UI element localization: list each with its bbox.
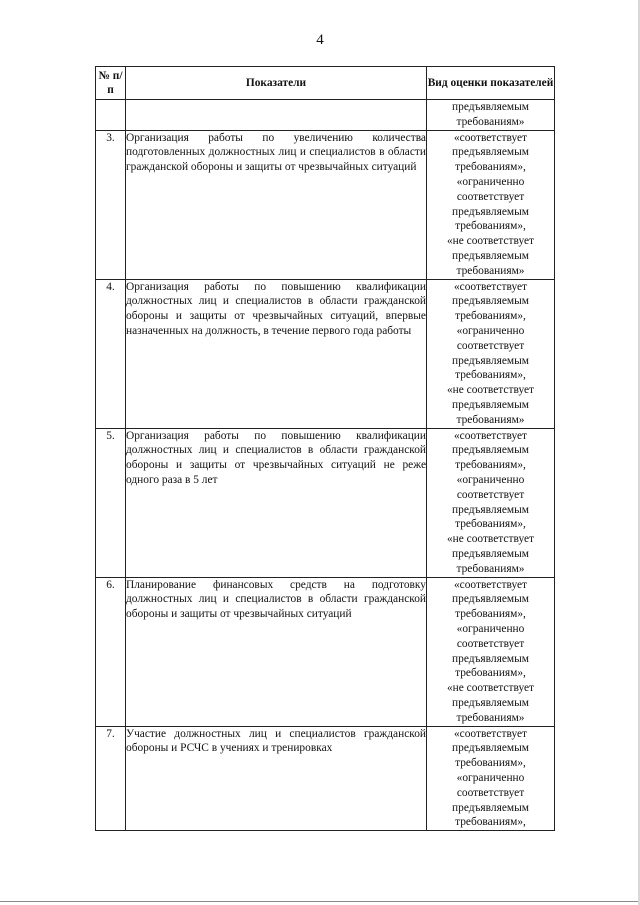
evaluation-line: «соответствует bbox=[453, 578, 528, 591]
evaluation-line: требованиям», bbox=[455, 369, 526, 382]
row-number: 5. bbox=[96, 428, 126, 577]
continuation-row bbox=[96, 100, 555, 131]
evaluation-line: «соответствует bbox=[453, 429, 528, 442]
evaluation-line: «ограниченно bbox=[456, 771, 525, 784]
evaluation-line: «ограниченно bbox=[456, 622, 525, 635]
evaluation-line: предъявляемым bbox=[452, 547, 529, 560]
page-number: 4 bbox=[316, 32, 324, 48]
row-evaluation bbox=[427, 428, 555, 577]
evaluation-line: предъявляемым bbox=[452, 101, 529, 113]
row-number: 7. bbox=[96, 726, 126, 831]
row-evaluation bbox=[427, 100, 555, 131]
evaluation-line: предъявляемым bbox=[452, 444, 529, 457]
table-row bbox=[96, 577, 555, 726]
evaluation-line: требованиям» bbox=[456, 562, 525, 575]
row-indicator bbox=[126, 100, 427, 131]
evaluation-line: «не соответствует bbox=[446, 384, 535, 397]
evaluation-line: требованиям», bbox=[455, 220, 526, 233]
evaluation-line: требованиям» bbox=[456, 115, 525, 128]
evaluation-line: требованиям», bbox=[455, 667, 526, 680]
evaluation-line: требованиям», bbox=[455, 459, 526, 472]
evaluation-line: соответствует bbox=[456, 488, 525, 501]
evaluation-line: предъявляемым bbox=[452, 593, 529, 606]
row-indicator: Организация работы по повышению квалификации должностных лиц и специалистов в области гражданской обороны и защиты от чрезвычайных ситуаций, впервые назначенных на должность, в течение первого года работы bbox=[126, 279, 427, 428]
table-row bbox=[96, 726, 555, 831]
evaluation-line: требованиям» bbox=[456, 413, 525, 426]
row-evaluation bbox=[427, 279, 555, 428]
evaluation-line: «ограниченно bbox=[456, 473, 525, 486]
header-number: № п/п bbox=[96, 67, 126, 100]
evaluation-line: требованиям» bbox=[456, 264, 525, 277]
evaluation-line: предъявляемым bbox=[452, 696, 529, 709]
evaluation-line: предъявляемым bbox=[452, 146, 529, 159]
evaluation-line: соответствует bbox=[456, 190, 525, 203]
row-indicator: Организация работы по повышению квалификации должностных лиц и специалистов в области гражданской обороны и защиты от чрезвычайных ситуаций не реже одного раза в 5 лет bbox=[126, 428, 427, 577]
evaluation-line: требованиям» bbox=[456, 711, 525, 724]
evaluation-line: требованиям», bbox=[455, 816, 526, 829]
evaluation-line: предъявляемым bbox=[452, 354, 529, 367]
indicators-table bbox=[95, 66, 555, 831]
evaluation-line: «соответствует bbox=[453, 727, 528, 740]
evaluation-line: «не соответствует bbox=[446, 682, 535, 695]
row-indicator: Организация работы по увеличению количества подготовленных должностных лиц и специалистов в области гражданской обороны и защиты от чрезвычайных ситуаций bbox=[126, 130, 427, 279]
evaluation-line: требованиям», bbox=[455, 608, 526, 621]
table-row bbox=[96, 130, 555, 279]
evaluation-line: предъявляемым bbox=[452, 249, 529, 262]
evaluation-line: «соответствует bbox=[453, 280, 528, 293]
evaluation-line: предъявляемым bbox=[452, 742, 529, 755]
row-evaluation bbox=[427, 577, 555, 726]
row-indicator: Участие должностных лиц и специалистов гражданской обороны и РСЧС в учениях и тренировках bbox=[126, 726, 427, 831]
evaluation-line: требованиям», bbox=[455, 161, 526, 174]
evaluation-line: требованиям», bbox=[455, 310, 526, 323]
row-evaluation bbox=[427, 130, 555, 279]
evaluation-line: «не соответствует bbox=[446, 235, 535, 248]
evaluation-line: «ограниченно bbox=[456, 175, 525, 188]
row-indicator: Планирование финансовых средств на подготовку должностных лиц и специалистов в области гражданской обороны и защиты от чрезвычайных ситуаций bbox=[126, 577, 427, 726]
table-row bbox=[96, 279, 555, 428]
evaluation-line: соответствует bbox=[456, 786, 525, 799]
row-number bbox=[96, 100, 126, 131]
row-number: 3. bbox=[96, 130, 126, 279]
page-bottom-rule bbox=[0, 901, 640, 902]
table-row bbox=[96, 428, 555, 577]
header-evaluation: Вид оценки показателей bbox=[427, 67, 555, 100]
row-evaluation bbox=[427, 726, 555, 831]
evaluation-line: «соответствует bbox=[453, 131, 528, 144]
evaluation-line: предъявляемым bbox=[452, 295, 529, 308]
evaluation-line: соответствует bbox=[456, 339, 525, 352]
table-header-row bbox=[96, 67, 555, 100]
row-number: 6. bbox=[96, 577, 126, 726]
evaluation-line: соответствует bbox=[456, 637, 525, 650]
evaluation-line: предъявляемым bbox=[452, 801, 529, 814]
evaluation-line: предъявляемым bbox=[452, 503, 529, 516]
evaluation-line: предъявляемым bbox=[452, 398, 529, 411]
evaluation-line: предъявляемым bbox=[452, 205, 529, 218]
evaluation-line: требованиям», bbox=[455, 757, 526, 770]
evaluation-line: «не соответствует bbox=[446, 533, 535, 546]
header-indicators: Показатели bbox=[126, 67, 427, 100]
row-number: 4. bbox=[96, 279, 126, 428]
evaluation-line: требованиям», bbox=[455, 518, 526, 531]
evaluation-line: предъявляемым bbox=[452, 652, 529, 665]
evaluation-line: «ограниченно bbox=[456, 324, 525, 337]
